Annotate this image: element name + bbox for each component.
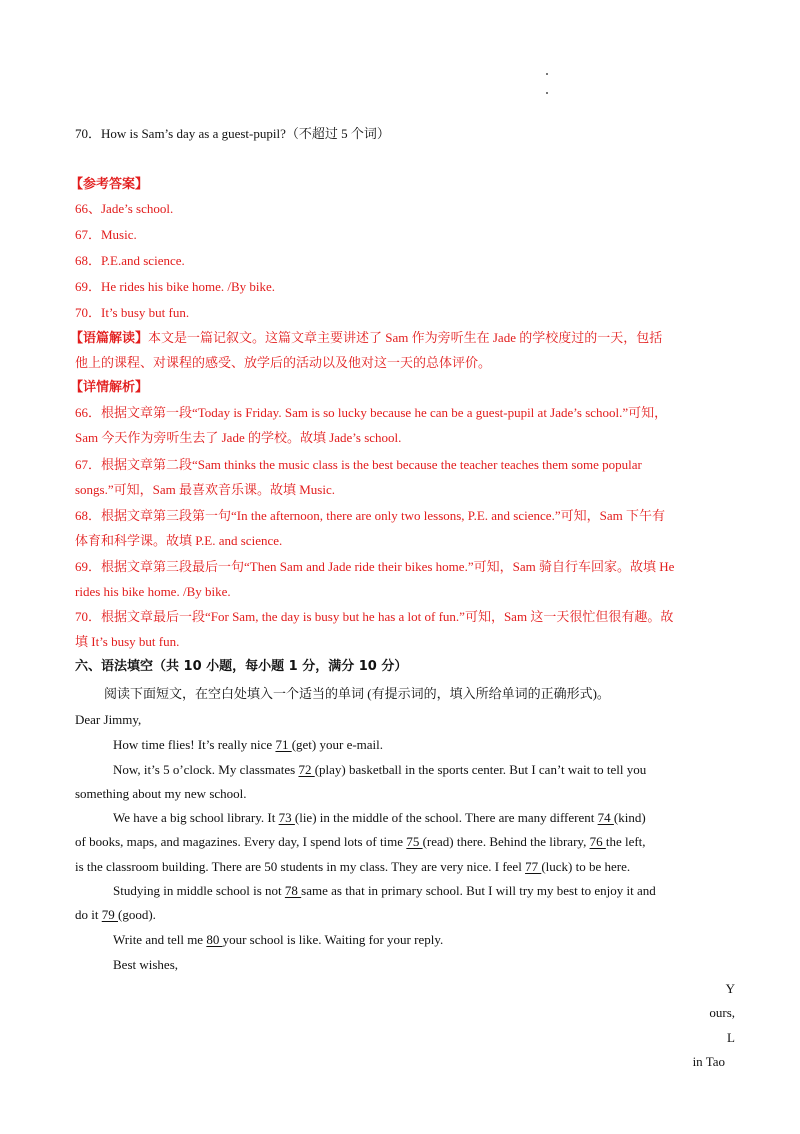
analysis-line: 填 It’s busy but fun. [75,634,180,649]
blank-76: 76 [589,834,606,849]
analysis-line: rides his bike home. /By bike. [75,584,231,599]
text: We have a big school library. It [113,810,279,825]
reading-header: 【语篇解读】 [70,330,149,345]
answer-67: 67．Music. [75,227,137,242]
paragraph-3-line [75,832,646,852]
analysis-line: 69．根据文章第三段最后一句“Then Sam and Jade ride their bikes home.”可知，Sam 骑自行车回家。故填 He [75,559,675,574]
reading-line-1 [70,328,662,348]
blank-75: 75 [406,834,423,849]
paragraph-3-line [113,808,646,828]
text: same as that in primary school. But I will try my best to enjoy it and [301,883,656,898]
paragraph-4-line [113,881,656,901]
signature-line: in Tao [692,1054,725,1069]
question-70: 70．How is Sam’s day as a guest-pupil?（不超过 5 个词） [75,126,390,141]
answers-header: 【参考答案】 [70,176,149,191]
text: your school is like. Waiting for your reply. [222,932,444,947]
text: is the classroom building. There are 50 students in my class. They are very nice. I feel [75,859,526,874]
text: (read) there. Behind the library, [422,834,590,849]
analysis-line: 67．根据文章第二段“Sam thinks the music class is the best because the teacher teaches them some popular [75,457,642,472]
paragraph-3-line [75,857,630,877]
text: (get) your e-mail. [291,737,384,752]
text: (luck) to be here. [541,859,631,874]
decorative-dot [546,92,548,94]
blank-74: 74 [597,810,614,825]
text: Studying in middle school is not [113,883,285,898]
section-title: 六、语法填空（共 10 小题，每小题 1 分，满分 10 分） [75,659,408,674]
signature-line: L [727,1030,735,1045]
signature-line: ours, [709,1005,735,1020]
paragraph-5-line [113,930,443,950]
blank-80: 80 [206,932,223,947]
decorative-dot [546,73,548,75]
text: Now, it’s 5 o’clock. My classmates [113,762,299,777]
paragraph-1-line [113,735,383,755]
answer-68: 68．P.E.and science. [75,253,185,268]
answer-69: 69．He rides his bike home. /By bike. [75,279,276,294]
paragraph-2-line: something about my new school. [75,786,247,801]
analysis-header: 【详情解析】 [70,379,149,394]
salutation: Dear Jimmy, [75,712,142,727]
blank-78: 78 [284,883,302,898]
section-instruction: 阅读下面短文，在空白处填入一个适当的单词 (有提示词的，填入所给单词的正确形式)。 [104,686,610,701]
paragraph-2-line [113,760,646,780]
blank-72: 72 [298,762,315,777]
text: the left, [605,834,646,849]
analysis-line: 68．根据文章第三段第一句“In the afternoon, there are only two lessons, P.E. and science.”可知，Sam 下午有 [75,508,665,523]
analysis-line: 66．根据文章第一段“Today is Friday. Sam is so lucky because he can be a guest-pupil at Jade’s school.”可知， [75,405,668,420]
answer-70: 70．It’s busy but fun. [75,305,190,320]
blank-77: 77 [525,859,542,874]
text: (good). [117,907,156,922]
analysis-line: 体育和科学课。故填 P.E. and science. [75,533,283,548]
blank-79: 79 [101,907,118,922]
analysis-line: songs.”可知，Sam 最喜欢音乐课。故填 Music. [75,482,336,497]
text: of books, maps, and magazines. Every day, I spend lots of time [75,834,407,849]
blank-73: 73 [278,810,295,825]
analysis-line: 70．根据文章最后一段“For Sam, the day is busy but he has a lot of fun.”可知，Sam 这一天很忙但很有趣。故 [75,609,674,624]
text: do it [75,907,102,922]
text: (play) basketball in the sports center. But I can’t wait to tell you [314,762,647,777]
analysis-line: Sam 今天作为旁听生去了 Jade 的学校。故填 Jade’s school. [75,430,402,445]
blank-71: 71 [275,737,292,752]
text: (lie) in the middle of the school. There are many different [294,810,598,825]
reading-text-1: 本文是一篇记叙文。这篇文章主要讲述了 Sam 作为旁听生在 Jade 的学校度过的一天，包括 [148,330,663,345]
closing: Best wishes, [113,957,178,972]
reading-line-2: 他上的课程、对课程的感受、放学后的活动以及他对这一天的总体评价。 [75,355,492,370]
paragraph-4-line [75,905,156,925]
text: How time flies! It’s really nice [113,737,276,752]
text: Write and tell me [113,932,207,947]
signature-line: Y [725,981,735,996]
answer-66: 66、Jade’s school. [75,201,174,216]
text: (kind) [613,810,646,825]
